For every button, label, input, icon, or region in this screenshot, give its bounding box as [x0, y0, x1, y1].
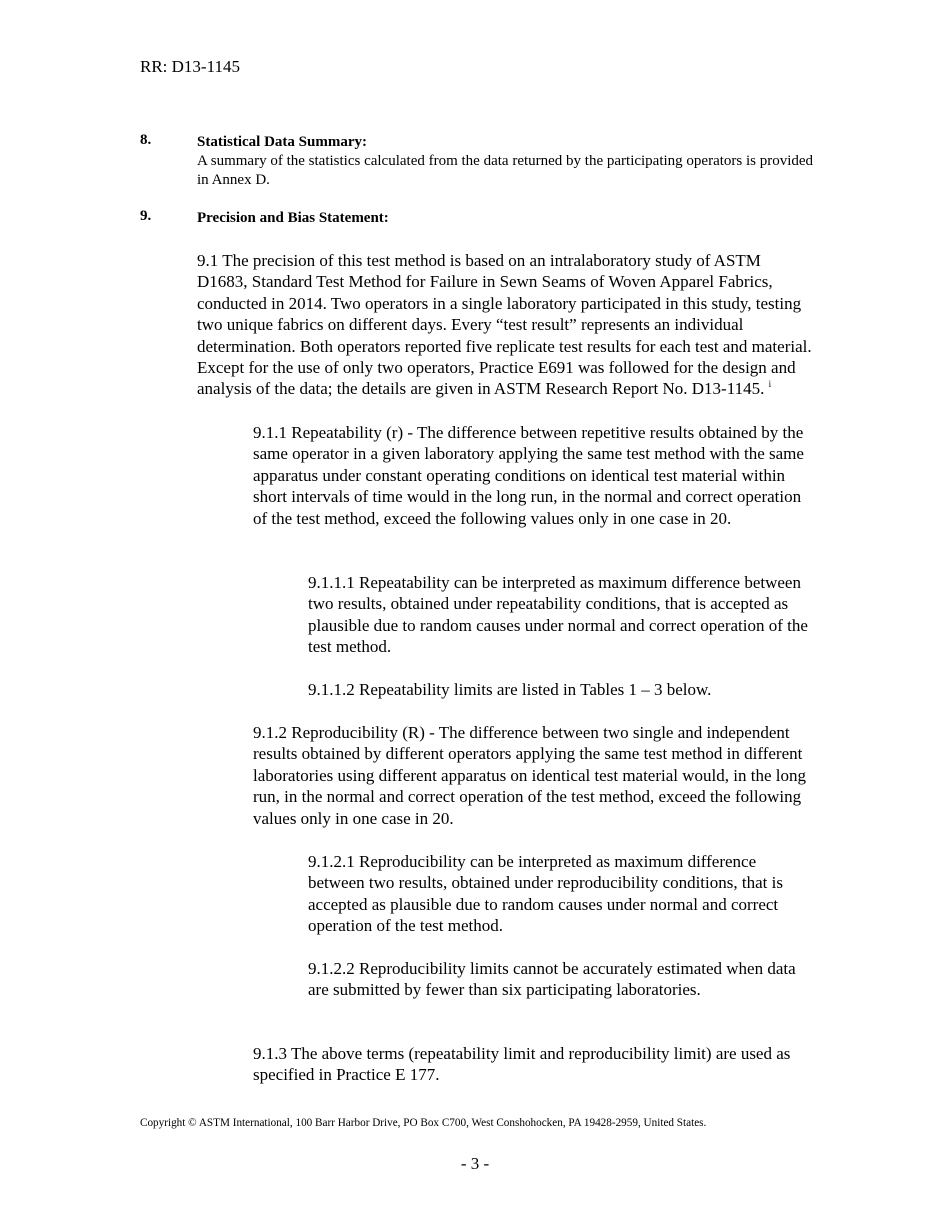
paragraph-9-1	[197, 250, 813, 400]
section-8-text: A summary of the statistics calculated from the data returned by the participating operators is provided in Annex D.	[197, 153, 814, 188]
section-8-number: 8.	[140, 132, 152, 148]
section-9-number: 9.	[140, 208, 152, 224]
section-9-title: Precision and Bias Statement:	[197, 210, 389, 226]
page-number: - 3 -	[460, 1154, 490, 1173]
paragraph-9-1-2-1: 9.1.2.1 Reproducibility can be interpreted as maximum difference between two results, obtained under reproducibility conditions, that is accepted as plausible due to random causes under normal and correct operation of the test method.	[308, 852, 783, 936]
paragraph-9-1-1: 9.1.1 Repeatability (r) - The difference between repetitive results obtained by the same operator in a given laboratory applying the same test method with the same apparatus under constant operating conditions on identical test material within short intervals of time would in the long run, in the normal and correct operation of the test method, exceed the following values only in one case in 20.	[253, 423, 804, 528]
paragraph-9-1-1-2: 9.1.1.2 Repeatability limits are listed in Tables 1 – 3 below.	[308, 680, 712, 699]
paragraph-9-1-3: 9.1.3 The above terms (repeatability limit and reproducibility limit) are used as specified in Practice E 177.	[253, 1044, 791, 1085]
paragraph-9-1-2-2: 9.1.2.2 Reproducibility limits cannot be accurately estimated when data are submitted by fewer than six participating laboratories.	[308, 959, 796, 1000]
paragraph-9-1-2: 9.1.2 Reproducibility (R) - The difference between two single and independent results obtained by different operators applying the same test method in different laboratories using different apparatus on identical test material would, in the long run, in the normal and correct operation of the test method, exceed the following values only in one case in 20.	[253, 723, 806, 828]
paragraph-9-1-1-1: 9.1.1.1 Repeatability can be interpreted as maximum difference between two results, obtained under repeatability conditions, that is accepted as plausible due to random causes under normal and correct operation of the test method.	[308, 573, 808, 657]
section-9-heading	[140, 208, 820, 228]
paragraph-9-1-text: 9.1 The precision of this test method is based on an intralaboratory study of ASTM D1683, Standard Test Method for Failure in Sewn Seams of Woven Apparel Fabrics, conducted in 2014. Two operators in a single laboratory participated in this study, testing two unique fabrics on different days. Every “test result” represents an individual determination. Both operators reported five replicate test results for each test and material. Except for the use of only two operators, Practice E691 was followed for the design and analysis of the data; the details are given in ASTM Research Report No. D13-1145.	[197, 251, 812, 399]
footnote-marker: i	[768, 379, 772, 390]
report-id-header: RR: D13-1145	[140, 57, 240, 76]
copyright-footer: Copyright © ASTM International, 100 Barr Harbor Drive, PO Box C700, West Conshohocken, PA 19428-2959, United States.	[140, 1117, 707, 1129]
section-8-title: Statistical Data Summary:	[197, 134, 367, 150]
section-8	[140, 132, 820, 190]
